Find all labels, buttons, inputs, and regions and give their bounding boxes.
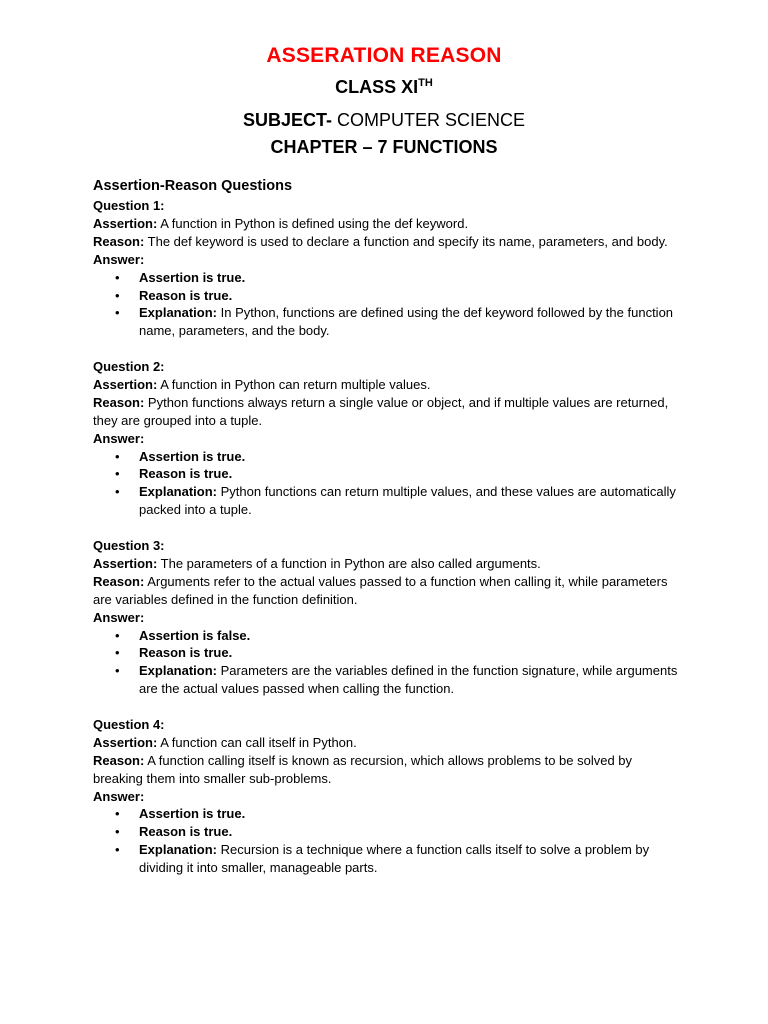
assertion-line <box>93 376 678 394</box>
reason-line <box>93 233 678 251</box>
assertion-line <box>93 215 678 233</box>
question-label: Question 1: <box>93 198 165 213</box>
reason-text: A function calling itself is known as recursion, which allows problems to be solved by breaking them into smaller sub-problems. <box>93 752 633 786</box>
reason-label: Reason: <box>93 394 145 410</box>
explanation-label: Explanation: <box>139 305 218 321</box>
assertion-label: Assertion: <box>93 734 158 750</box>
reason-label: Reason: <box>93 233 145 249</box>
assertion-text: A function in Python can return multiple values. <box>157 376 431 392</box>
assertion-status: Assertion is true. <box>139 806 246 822</box>
document-title: ASSERATION REASON <box>266 44 502 67</box>
bullet-icon: • <box>115 466 120 482</box>
reason-text: The def keyword is used to declare a function and specify its name, parameters, and body. <box>144 233 668 249</box>
answer-label: Answer: <box>93 430 145 446</box>
bullet-icon: • <box>115 627 120 643</box>
bullet-icon: • <box>115 448 120 464</box>
assertion-text: A function can call itself in Python. <box>157 734 357 750</box>
explanation-label: Explanation: <box>139 842 218 858</box>
subject-label: SUBJECT- <box>242 110 332 130</box>
reason-label: Reason: <box>93 573 145 589</box>
question-block <box>93 197 678 340</box>
question-label: Question 3: <box>93 538 165 553</box>
reason-line <box>93 394 678 430</box>
chapter-heading: CHAPTER – 7 FUNCTIONS <box>270 137 498 157</box>
answer-label: Answer: <box>93 251 145 267</box>
reason-line <box>93 573 678 609</box>
answer-list <box>93 448 678 520</box>
class-heading <box>0 77 768 98</box>
reason-text: Python functions always return a single value or object, and if multiple values are returned, they are grouped into a tuple. <box>93 394 669 428</box>
bullet-icon: • <box>115 645 120 661</box>
list-item <box>93 483 678 519</box>
reason-line <box>93 752 678 788</box>
question-block <box>93 358 678 519</box>
class-superscript: TH <box>418 77 433 89</box>
explanation-label: Explanation: <box>139 484 218 500</box>
question-label: Question 2: <box>93 359 165 375</box>
section-heading: Assertion-Reason Questions <box>93 178 293 194</box>
reason-text: Arguments refer to the actual values passed to a function when calling it, while parameters are variables defined in the function definition. <box>93 573 668 607</box>
subject-value: COMPUTER SCIENCE <box>331 110 526 130</box>
reason-status: Reason is true. <box>139 824 233 840</box>
list-item <box>93 627 678 645</box>
explanation-text: In Python, functions are defined using the def keyword followed by the function name, parameters, and the body. <box>139 305 674 339</box>
list-item <box>93 805 678 823</box>
assertion-status: Assertion is true. <box>139 448 246 464</box>
assertion-line <box>93 734 678 752</box>
assertion-text: The parameters of a function in Python are also called arguments. <box>157 555 541 571</box>
subject-heading <box>0 110 768 131</box>
bullet-icon: • <box>115 663 120 679</box>
answer-list <box>93 269 678 341</box>
explanation-text: Parameters are the variables defined in the function signature, while arguments are the actual values passed when calling the function. <box>139 663 678 697</box>
question-block <box>93 716 678 877</box>
bullet-icon: • <box>115 269 120 285</box>
class-text: CLASS XI <box>335 77 419 97</box>
assertion-label: Assertion: <box>93 376 158 392</box>
answer-label: Answer: <box>93 788 145 804</box>
assertion-line <box>93 555 678 573</box>
questions-content <box>93 176 678 895</box>
answer-label: Answer: <box>93 609 145 625</box>
explanation-text: Python functions can return multiple values, and these values are automatically packed into a tuple. <box>139 484 676 518</box>
assertion-status: Assertion is false. <box>139 627 251 643</box>
list-item <box>93 448 678 466</box>
assertion-label: Assertion: <box>93 555 158 571</box>
assertion-text: A function in Python is defined using the def keyword. <box>157 215 469 231</box>
list-item <box>93 823 678 841</box>
question-label: Question 4: <box>93 716 165 732</box>
reason-label: Reason: <box>93 752 145 768</box>
reason-status: Reason is true. <box>139 287 233 303</box>
list-item <box>93 841 678 877</box>
explanation-label: Explanation: <box>139 663 218 679</box>
bullet-icon: • <box>115 287 120 303</box>
question-block <box>93 537 678 698</box>
list-item <box>93 287 678 305</box>
list-item <box>93 465 678 483</box>
list-item <box>93 644 678 662</box>
list-item <box>93 304 678 340</box>
list-item <box>93 269 678 287</box>
assertion-label: Assertion: <box>93 215 158 231</box>
assertion-status: Assertion is true. <box>139 269 246 285</box>
explanation-text: Recursion is a technique where a function calls itself to solve a problem by dividing it into smaller, manageable parts. <box>139 842 650 876</box>
bullet-icon: • <box>115 484 120 500</box>
bullet-icon: • <box>115 842 120 858</box>
reason-status: Reason is true. <box>139 466 233 482</box>
list-item <box>93 662 678 698</box>
answer-list <box>93 805 678 877</box>
bullet-icon: • <box>115 824 120 840</box>
reason-status: Reason is true. <box>139 645 233 661</box>
answer-list <box>93 627 678 699</box>
bullet-icon: • <box>115 806 120 822</box>
bullet-icon: • <box>115 305 120 321</box>
